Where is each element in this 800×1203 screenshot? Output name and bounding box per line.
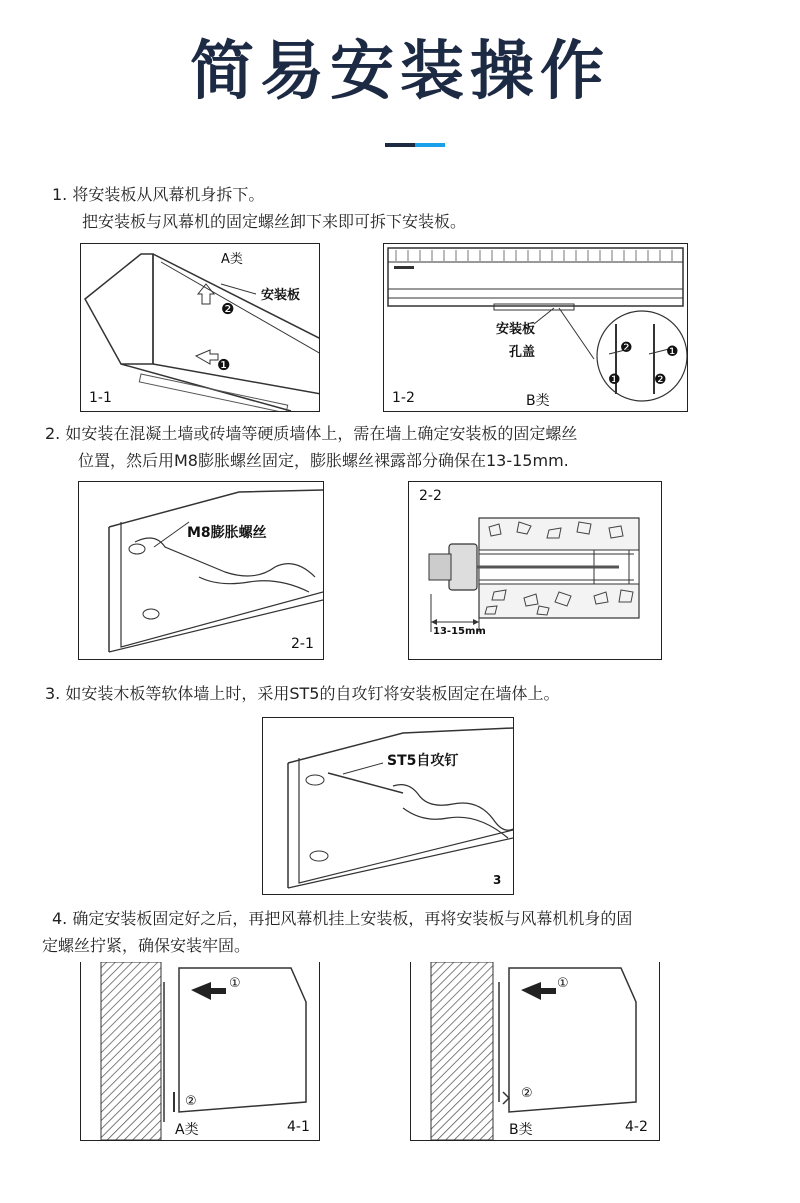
figure-4-1-type-label: A类 [175, 1122, 199, 1138]
figure-4-2-type-label: B类 [509, 1122, 533, 1138]
figure-1-1 [80, 243, 320, 412]
figure-4-1-mark-1: ① [229, 976, 241, 991]
step-4-line-2: 定螺丝拧紧，确保安装牢固。 [42, 936, 251, 955]
step-3-line-1: 3. 如安装木板等软体墙上时，采用ST5的自攻钉将安装板固定在墙体上。 [45, 684, 560, 703]
figure-4-2-mark-2: ② [521, 1086, 533, 1101]
step-4-line-1: 4. 确定安装板固定好之后，再把风幕机挂上安装板，再将安装板与风幕机机身的固 [52, 909, 633, 928]
figure-4-1-mark-2: ② [185, 1094, 197, 1109]
figure-2-1-part-label: M8膨胀螺丝 [187, 525, 267, 541]
figure-4-2-id: 4-2 [625, 1119, 648, 1135]
step-1 [52, 181, 466, 235]
figure-4-2 [410, 962, 660, 1141]
step-3 [45, 680, 559, 707]
step-2-line-2: 位置，然后用M8膨胀螺丝固定，膨胀螺丝裸露部分确保在13-15mm. [78, 451, 569, 470]
step-2 [45, 420, 577, 474]
figure-1-2-mark-1a: ❶ [666, 344, 679, 360]
figure-1-2-type-label: B类 [526, 393, 550, 409]
figure-2-2 [408, 481, 662, 660]
figure-2-2-dimension: 13-15mm [433, 626, 486, 637]
figure-1-2-hole-label: 孔盖 [509, 345, 536, 360]
figure-3 [262, 717, 514, 895]
figure-4-1-id: 4-1 [287, 1119, 310, 1135]
figure-1-1-id: 1-1 [89, 390, 112, 406]
figure-1-1-mark-1: ❶ [217, 356, 231, 374]
figure-3-id: 3 [493, 873, 502, 887]
figure-4-2-mark-1: ① [557, 976, 569, 991]
figure-1-2-id: 1-2 [392, 390, 415, 406]
step-4 [42, 905, 633, 959]
figure-1-1-mark-2: ❷ [221, 300, 235, 318]
figure-2-1-id: 2-1 [291, 636, 314, 652]
step-1-line-1: 1. 将安装板从风幕机身拆下。 [52, 185, 265, 204]
figure-1-2 [383, 243, 688, 412]
figure-1-2-part-label: 安装板 [496, 322, 536, 337]
figure-2-2-id: 2-2 [419, 488, 442, 504]
figure-2-1 [78, 481, 324, 660]
figure-1-1-part-label: 安装板 [261, 288, 301, 303]
page-title: 简易安装操作 [190, 35, 610, 109]
title-underline [385, 143, 445, 147]
step-2-line-1: 2. 如安装在混凝土墙或砖墙等硬质墙体上，需在墙上确定安装板的固定螺丝 [45, 424, 578, 443]
step-1-line-2: 把安装板与风幕机的固定螺丝卸下来即可拆下安装板。 [82, 212, 467, 231]
figure-1-2-mark-2b: ❷ [654, 372, 667, 388]
figure-3-part-label: ST5自攻钉 [387, 753, 459, 769]
figure-1-1-type-label: A类 [221, 252, 243, 267]
figure-1-2-mark-2a: ❷ [620, 340, 633, 356]
figure-4-1 [80, 962, 320, 1141]
figure-1-2-mark-1b: ❶ [608, 372, 621, 388]
